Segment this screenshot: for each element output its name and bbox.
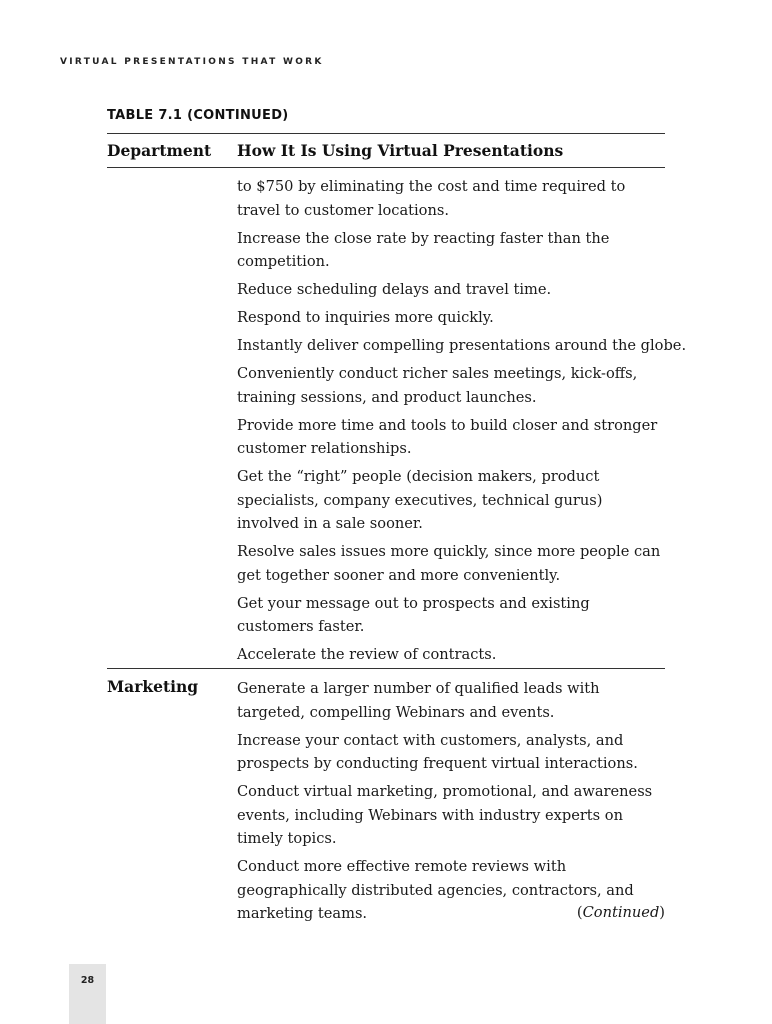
list-item: Get your message out to prospects and existing customers faster. — [237, 594, 590, 635]
continued-open: ( — [576, 904, 583, 921]
list-item: Increase your contact with customers, analysts, and prospects by conducting frequent virtual interactions. — [237, 731, 638, 772]
table-title: TABLE 7.1 (CONTINUED) — [107, 108, 289, 123]
sales-cell — [237, 175, 687, 671]
list-item: Provide more time and tools to build closer and stronger customer relationships. — [237, 416, 658, 457]
list-item: Instantly deliver compelling presentations around the globe. — [237, 337, 687, 354]
list-item: Generate a larger number of qualified leads with targeted, compelling Webinars and events. — [237, 680, 600, 721]
page-number: 28 — [80, 975, 95, 986]
department-label-marketing: Marketing — [107, 677, 199, 696]
running-head: VIRTUAL PRESENTATIONS THAT WORK — [60, 57, 324, 67]
list-item: Increase the close rate by reacting faster than the competition. — [237, 229, 610, 270]
header-rule — [107, 167, 665, 168]
page-number-tab — [69, 964, 106, 1024]
list-item: to $750 by eliminating the cost and time required to travel to customer locations. — [237, 178, 626, 219]
continued-close: ) — [659, 904, 665, 921]
column-header-how: How It Is Using Virtual Presentations — [237, 141, 564, 160]
row-divider — [107, 668, 665, 669]
list-item: Conveniently conduct richer sales meetings, kick-offs, training sessions, and product launches. — [237, 365, 638, 406]
column-header-department: Department — [107, 141, 212, 160]
list-item: Accelerate the review of contracts. — [237, 646, 497, 663]
list-item: Respond to inquiries more quickly. — [237, 309, 494, 326]
continued-word: Continued — [582, 904, 660, 921]
list-item: Conduct virtual marketing, promotional, and awareness events, including Webinars with industry experts on timely topics. — [237, 783, 653, 847]
marketing-cell — [237, 677, 669, 930]
continued-note — [577, 904, 665, 921]
table-top-rule — [107, 133, 665, 134]
list-item: Conduct more effective remote reviews with geographically distributed agencies, contractors, and marketing teams. — [237, 858, 634, 922]
list-item: Resolve sales issues more quickly, since more people can get together sooner and more conveniently. — [237, 543, 661, 584]
list-item: Reduce scheduling delays and travel time. — [237, 281, 552, 298]
list-item: Get the “right” people (decision makers, product specialists, company executives, technical gurus) involved in a sale sooner. — [237, 468, 603, 532]
